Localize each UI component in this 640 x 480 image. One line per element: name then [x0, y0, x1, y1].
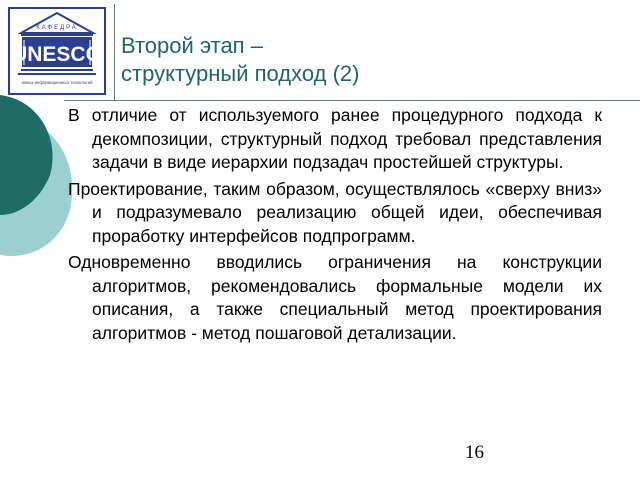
slide-title [121, 32, 359, 88]
content-divider [64, 100, 640, 101]
page-number: 16 [465, 442, 484, 463]
paragraph: Проектирование, таким образом, осуществлялось «сверху вниз» и подразумевало реализацию общей идеи, обеспечивая проработку интерфейсов подпрограмм. [68, 178, 602, 246]
paragraph: Одновременно вводились ограничения на конструкции алгоритмов, рекомендовались формальные модели их описания, а также специальный метод проектирования алгоритмов - метод пошаговой детализации. [68, 252, 602, 343]
paragraph: В отличие от используемого ранее процедурного подхода к декомпозиции, структурный подход требовал представления задачи в виде иерархии подзадач простейшей структуры. [68, 105, 602, 172]
logo-top-text: КАФЕДРА [36, 25, 78, 31]
slide-title-line-1: Второй этап – [121, 33, 263, 58]
slide-title-line-2: структурный подход (2) [121, 61, 360, 86]
logo-name: UNESCO [12, 43, 102, 66]
unesco-logo-icon [8, 7, 106, 95]
slide-body [68, 104, 602, 348]
unesco-logo [8, 7, 106, 95]
title-divider [114, 4, 115, 100]
logo-subtitle: новых информационных технологий [21, 80, 93, 85]
